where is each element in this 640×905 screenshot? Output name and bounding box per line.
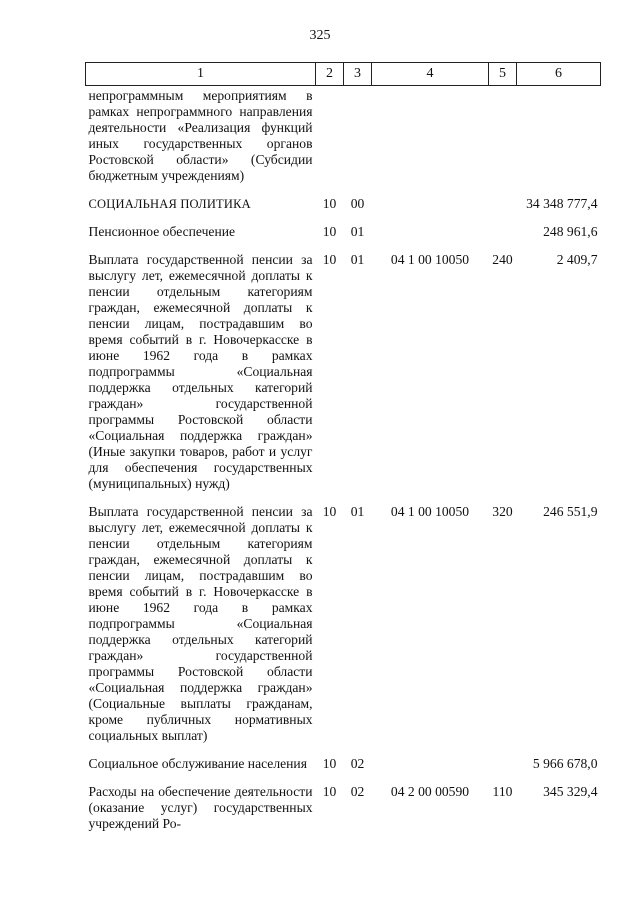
row-subsection: 01 (350, 504, 365, 519)
row-section: 10 (322, 224, 337, 239)
row-section: 10 (322, 252, 337, 267)
row-section: 10 (322, 784, 337, 799)
row-target-code (372, 86, 489, 185)
row-expense-type: 320 (492, 504, 513, 519)
header-col-2: 2 (316, 63, 344, 86)
row-expense-type (489, 212, 517, 240)
row-description: Пенсионное обеспечение (88, 224, 236, 239)
header-col-6: 6 (517, 63, 601, 86)
row-amount (517, 86, 601, 185)
row-amount: 2 409,7 (556, 252, 598, 267)
row-amount: 5 966 678,0 (532, 756, 598, 771)
row-description: Выплата государственной пенсии за выслугу лет, ежемесячной доплаты к пенсии отдельным категориям граждан, ежемесячной доплаты к пенсии лицам, пострадавшим во время событий в г. Новочеркасске в июне 1962 года в рамках подпрограммы «Социальная поддержка отдельных категорий граждан» государственной программы Ростовской области «Социальная поддержка граждан» (Социальные выплаты гражданам, кроме публичных нормативных социальных выплат) (88, 504, 313, 743)
row-description: непрограммным мероприятиям в рамках непрограммного направления деятельности «Реализация функций иных государственных органов Ростовской области» (Субсидии бюджетным учреждениям) (88, 88, 313, 183)
budget-table (85, 62, 601, 832)
row-expense-type: 240 (492, 252, 513, 267)
table-row (86, 240, 601, 492)
header-col-5: 5 (489, 63, 517, 86)
row-target-code (372, 184, 489, 212)
row-amount: 34 348 777,4 (526, 196, 598, 211)
row-amount: 248 961,6 (543, 224, 598, 239)
row-target-code (372, 212, 489, 240)
row-subsection: 00 (350, 196, 365, 211)
row-section: 10 (322, 196, 337, 211)
row-target-code: 04 1 00 10050 (390, 252, 470, 267)
row-amount: 246 551,9 (543, 504, 598, 519)
row-description: СОЦИАЛЬНАЯ ПОЛИТИКА (88, 197, 251, 211)
row-subsection (344, 86, 372, 185)
row-amount: 345 329,4 (543, 784, 598, 799)
table-row (86, 86, 601, 185)
row-subsection: 02 (350, 756, 365, 771)
row-target-code: 04 1 00 10050 (390, 504, 470, 519)
header-col-1: 1 (86, 63, 316, 86)
row-section (316, 86, 344, 185)
row-target-code: 04 2 00 00590 (390, 784, 470, 799)
row-subsection: 02 (350, 784, 365, 799)
row-subsection: 01 (350, 224, 365, 239)
table-row (86, 184, 601, 212)
table-row (86, 744, 601, 772)
table-row (86, 772, 601, 832)
row-expense-type: 110 (492, 784, 513, 799)
row-subsection: 01 (350, 252, 365, 267)
row-section: 10 (322, 756, 337, 771)
header-col-4: 4 (372, 63, 489, 86)
header-col-3: 3 (344, 63, 372, 86)
row-target-code (372, 744, 489, 772)
row-section: 10 (322, 504, 337, 519)
row-expense-type (489, 86, 517, 185)
row-description: Выплата государственной пенсии за выслугу лет, ежемесячной доплаты к пенсии отдельным категориям граждан, ежемесячной доплаты к пенсии лицам, пострадавшим во время событий в г. Новочеркасске в июне 1962 года в рамках подпрограммы «Социальная поддержка отдельных категорий граждан» государственной программы Ростовской области «Социальная поддержка граждан» (Иные закупки товаров, работ и услуг для обеспечения государственных (муниципальных) нужд) (88, 252, 313, 491)
row-description: Социальное обслуживание населения (88, 756, 307, 771)
row-expense-type (489, 744, 517, 772)
table-header (86, 63, 601, 86)
row-expense-type (489, 184, 517, 212)
row-description: Расходы на обеспечение деятельности (оказание услуг) государственных учреждений Ро- (88, 784, 313, 831)
page-number: 325 (309, 28, 331, 43)
table-row (86, 212, 601, 240)
table-row (86, 492, 601, 744)
